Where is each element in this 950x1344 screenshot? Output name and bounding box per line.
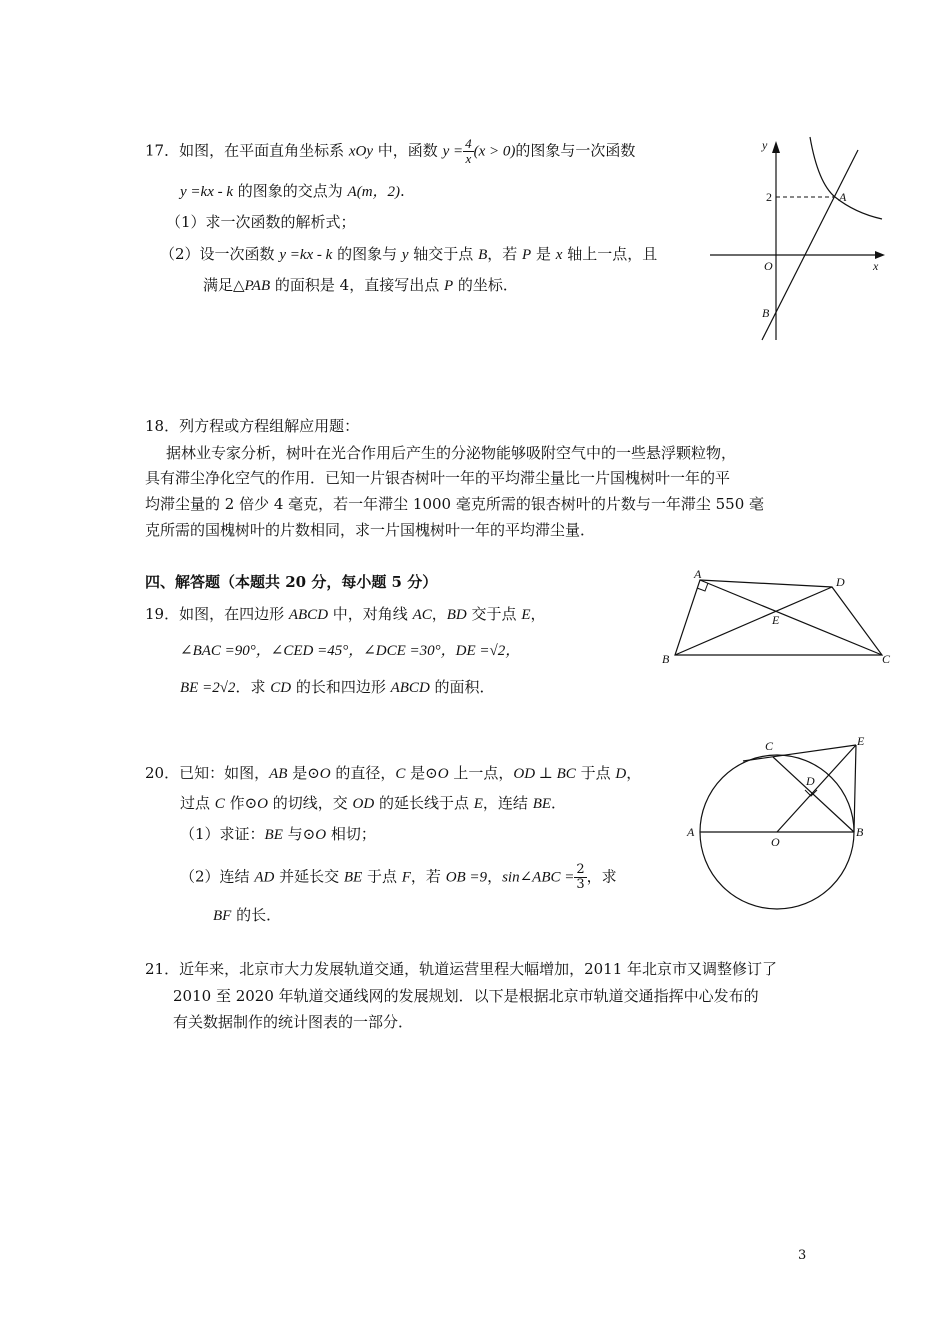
- q20-perp: OD ⊥ BC: [513, 766, 576, 782]
- q20-text: （2）连结: [180, 867, 255, 886]
- q19-text: 中，对角线: [328, 605, 413, 623]
- q17-label-2: 2: [766, 190, 772, 204]
- q17-text: .: [400, 182, 405, 200]
- q17-line1: [145, 137, 635, 166]
- q17-y-arrow-icon: [772, 141, 780, 153]
- q17-var: y: [401, 247, 409, 263]
- q19-text: 交于点: [466, 605, 522, 623]
- q18-line1: 据林业专家分析，树叶在光合作用后产生的分泌物能够吸附空气中的一些悬浮颗粒物，: [166, 444, 737, 462]
- q17-linear-func: y =kx - k: [180, 184, 233, 200]
- q18-line4: 克所需的国槐树叶的片数相同，求一片国槐树叶一年的平均滞尘量．: [145, 521, 596, 539]
- q18-line2: 具有滞尘净化空气的作用．已知一片银杏树叶一年的平均滞尘量比一片国槐树叶一年的平: [145, 469, 731, 487]
- q20-text: 相切；: [326, 825, 376, 843]
- q17-label-B: B: [762, 306, 770, 320]
- q20-part2-line2: [213, 905, 281, 926]
- q19-line2: ∠BAC =90°，∠CED =45°，∠DCE =30°，DE =√2，: [180, 643, 521, 659]
- q17-x-arrow-icon: [875, 251, 885, 259]
- q20-var: BE: [264, 827, 283, 843]
- q19-text: ，: [530, 605, 546, 623]
- q17-text: 的坐标．: [453, 276, 518, 294]
- q19-text: ．求: [235, 678, 271, 696]
- q20-text: ，: [626, 764, 642, 782]
- q20-text: ，求: [586, 867, 617, 886]
- q20-text: ，: [487, 867, 503, 886]
- q20-var: O: [315, 827, 327, 843]
- q20-line2: [180, 793, 566, 814]
- q17-frac-num: 4: [465, 136, 472, 151]
- section4-heading: 四、解答题（本题共 20 分，每小题 5 分）: [145, 573, 438, 591]
- q20-var: AD: [254, 869, 275, 886]
- q20-text: （1）求证：: [180, 825, 265, 843]
- q20-text: 的长．: [231, 906, 282, 924]
- q17-var: x: [555, 247, 563, 263]
- q19-var: E: [521, 607, 531, 623]
- q17-text: 中，函数: [373, 141, 443, 160]
- q17-part2-line2: [203, 275, 518, 296]
- q17-text: （2）设一次函数: [160, 245, 280, 263]
- q20-line-BE: [854, 745, 856, 832]
- q20-fraction: [574, 863, 586, 892]
- q17-var: B: [478, 247, 488, 263]
- q17-part1: （1）求一次函数的解析式；: [166, 213, 356, 231]
- q20-figure: [685, 735, 885, 935]
- q20-var: E: [473, 796, 483, 812]
- q19-var: BD: [446, 607, 467, 623]
- q20-var: BF: [213, 908, 232, 924]
- q20-var: D: [615, 766, 627, 782]
- q20-var: O: [437, 766, 449, 782]
- q20-label-B: B: [856, 825, 864, 839]
- q20-sin: sin∠ABC =: [502, 869, 575, 886]
- q20-frac-num: 2: [576, 862, 585, 877]
- q19-var: AC: [412, 607, 432, 623]
- q19-label-C: C: [882, 652, 891, 666]
- q19-var: CD: [270, 680, 292, 696]
- q20-text: 与⊙: [282, 825, 316, 843]
- q21-line3: 有关数据制作的统计图表的一部分．: [173, 1013, 414, 1031]
- q20-chord-BC: [773, 757, 854, 832]
- q17-text: 的图象的交点为: [233, 182, 348, 200]
- q18-line3: 均滞尘量的 2 倍少 4 毫克，若一年滞尘 1000 毫克所需的银杏树叶的片数与一年滞尘 550 毫: [145, 495, 765, 513]
- q20-var: O: [257, 796, 268, 812]
- q19-label-A: A: [694, 567, 702, 581]
- q17-label-A: A: [839, 190, 847, 204]
- q17-label-O: O: [764, 259, 773, 273]
- q19-label-E: E: [772, 613, 780, 627]
- q20-var: AB: [269, 766, 288, 782]
- q19-text: ，: [431, 605, 447, 623]
- q17-text: 轴上一点，且: [562, 245, 658, 263]
- q20-label-O: O: [771, 835, 780, 849]
- q20-text: 并延长交: [274, 867, 344, 886]
- q19-text: 的面积．: [429, 678, 495, 696]
- q20-var: BE: [532, 796, 552, 812]
- q19-label-D: D: [836, 575, 845, 589]
- q20-text: ，连结: [482, 794, 533, 812]
- q17-label-y: y: [762, 138, 768, 152]
- q19-line1: [145, 604, 546, 625]
- q19-label-B: B: [662, 652, 670, 666]
- q17-text: 的面积是 4，直接写出点: [270, 276, 444, 294]
- q19-be: BE =2√2: [180, 680, 236, 696]
- q18-title: 18．列方程或方程组解应用题：: [145, 417, 360, 435]
- q20-frac-den: 3: [576, 877, 585, 892]
- q19-diagonal-BD: [675, 587, 832, 655]
- q20-var: F: [401, 869, 411, 886]
- q20-label-D: D: [806, 774, 815, 788]
- q20-text: 的直径，: [330, 764, 396, 782]
- q20-text: 作⊙: [224, 794, 258, 812]
- q17-text: ，若: [487, 245, 523, 263]
- q20-text: 是⊙: [405, 764, 438, 782]
- q17-part2-line1: [160, 244, 657, 265]
- q17-coord-system: xOy: [348, 143, 374, 160]
- page-number: 3: [798, 1248, 807, 1263]
- q20-var: BE: [343, 869, 363, 886]
- q20-text: 过点: [180, 794, 215, 812]
- q20-ob: OB =9: [445, 869, 488, 886]
- q20-part2-line1: [180, 863, 617, 892]
- q20-part1: [180, 824, 376, 845]
- q19-text: 19．如图，在四边形: [145, 605, 289, 623]
- q19-figure: [660, 567, 900, 670]
- q17-text: 的图象与一次函数: [515, 141, 636, 160]
- q17-func-y: y =: [442, 143, 464, 160]
- q20-text: 上一点，: [448, 764, 514, 782]
- q17-figure: [710, 135, 910, 345]
- q20-label-C: C: [765, 739, 774, 753]
- q19-line3: [180, 677, 495, 698]
- q17-text: 的图象与: [332, 245, 402, 263]
- q17-text: 17．如图，在平面直角坐标系: [145, 141, 349, 160]
- q17-text: 满足△: [203, 276, 245, 294]
- q19-var: ABCD: [288, 607, 329, 623]
- q17-text: 是: [531, 245, 556, 263]
- q19-text: 的长和四边形: [291, 678, 391, 696]
- q20-text: 的延长线于点: [374, 794, 474, 812]
- q20-text: 于点: [575, 764, 616, 782]
- q19-var: ABCD: [390, 680, 430, 696]
- q17-hyperbola: [810, 137, 882, 219]
- q20-var: OD: [352, 796, 375, 812]
- q20-var: C: [214, 796, 225, 812]
- q20-text: 于点: [362, 867, 402, 886]
- q17-line2: [180, 181, 405, 202]
- q20-var: C: [395, 766, 406, 782]
- q21-line1: 21．近年来，北京市大力发展轨道交通，轨道运营里程大幅增加，2011 年北京市又调整修订了: [145, 960, 778, 978]
- q20-line-OE: [777, 745, 856, 832]
- q17-func-cond: (x > 0): [473, 143, 516, 160]
- q17-frac-den: x: [465, 151, 472, 166]
- q17-point-A: A(m，2): [347, 184, 401, 200]
- q17-var: P: [522, 247, 532, 263]
- q20-label-A: A: [687, 825, 695, 839]
- q20-text: ．: [551, 794, 567, 812]
- q20-line1: [145, 763, 641, 784]
- q20-text: 的切线，交: [267, 794, 353, 812]
- q17-fraction: [463, 137, 474, 166]
- q20-text: 是⊙: [287, 764, 320, 782]
- q17-var: PAB: [244, 278, 271, 294]
- q20-label-E: E: [857, 734, 865, 748]
- q17-label-x: x: [873, 259, 879, 273]
- q21-line2: 2010 至 2020 年轨道交通线网的发展规划．以下是根据北京市轨道交通指挥中心发布的: [173, 987, 759, 1005]
- q20-text: 20．已知：如图，: [145, 764, 270, 782]
- q20-text: ，若: [410, 867, 446, 886]
- q17-linear-func: y =kx - k: [279, 247, 333, 263]
- q17-text: 轴交于点: [408, 245, 479, 263]
- q20-var: O: [319, 766, 331, 782]
- q17-var: P: [443, 278, 454, 294]
